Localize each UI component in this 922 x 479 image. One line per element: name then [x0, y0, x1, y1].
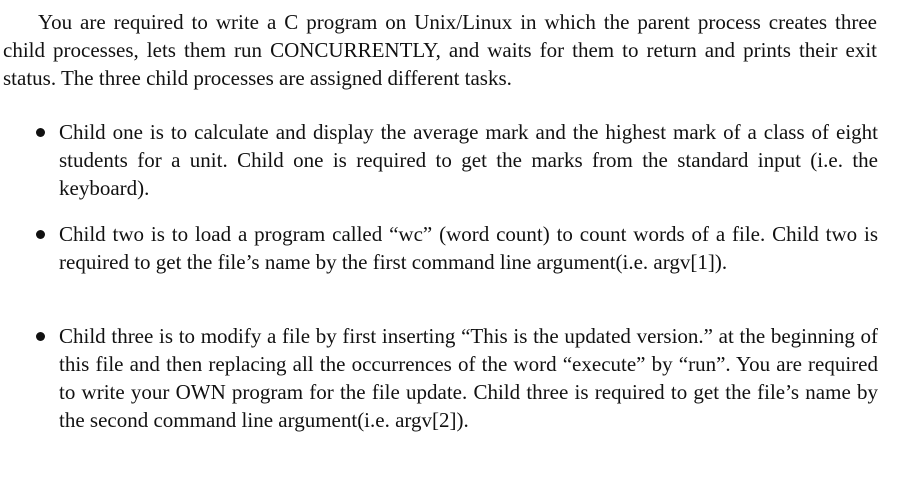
list-item-text: Child two is to load a program called “wc” (word count) to count words of a file. Child two is required to get the file’s name by the first command line argument(i.e. argv[1]).	[59, 222, 878, 274]
bullet-icon	[36, 332, 45, 341]
intro-paragraph: You are required to write a C program on Unix/Linux in which the parent process creates three child processes, lets them run CONCURRENTLY, and waits for them to return and prints their exit status. The three child processes are assigned different tasks.	[3, 10, 877, 90]
list-item-text: Child three is to modify a file by first inserting “This is the updated version.” at the beginning of this file and then replacing all the occurrences of the word “execute” by “run”. You are required to write your OWN program for the file update. Child three is required to get the file’s name by the second command line argument(i.e. argv[2]).	[59, 324, 878, 432]
list-item-text: Child one is to calculate and display the average mark and the highest mark of a class of eight students for a unit. Child one is required to get the marks from the standard input (i.e. the keyboard).	[59, 120, 878, 200]
bullet-icon	[36, 128, 45, 137]
bullet-icon	[36, 230, 45, 239]
